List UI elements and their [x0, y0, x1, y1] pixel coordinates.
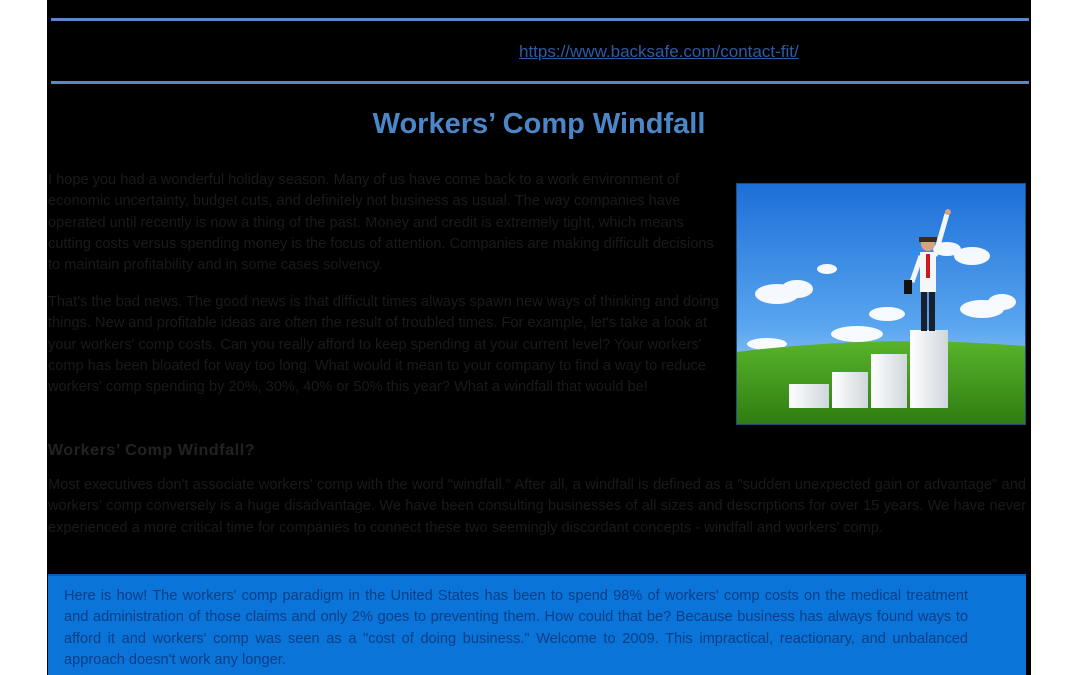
document-page	[47, 0, 1031, 675]
paragraph-intro: I hope you had a wonderful holiday season. Many of us have come back to a work environment of economic uncertainty, budget cuts, and definitely not business as usual. The way companies have operated until recently is now a thing of the past. Money and credit is extremely tight, which means cutting costs versus spending money is the focus of attention. Companies are making difficult decisions to maintain profitability and in some cases solvency.	[48, 172, 714, 274]
callout-box	[48, 574, 1026, 675]
paragraph-good-news: That's the bad news. The good news is that difficult times always spawn new ways of thinking and doing things. New and profitable ideas are often the result of troubled times. For example, let's take a look at your workers' comp costs. Can you really afford to keep spending at your current level? Your workers' comp has been bloated for way too long. What would it mean to your company to find a way to reduce workers' comp spending by 20%, 30%, 40% or 50% this year? What a windfall that would be!	[48, 294, 719, 396]
header-rule-bottom	[51, 81, 1029, 84]
section-heading: Workers’ Comp Windfall?	[48, 442, 256, 459]
callout-text: Here is how! The workers' comp paradigm in the United States has been to spend 98% of workers' comp costs on the medical treatment and administration of those claims and only 2% goes to preventing them. How could that be? Because business has always found ways to afford it and workers' comp was seen as a "cost of doing business." Welcome to 2009. This impractical, reactionary, and unbalanced approach doesn't work any longer.	[64, 588, 968, 668]
contact-link[interactable]: https://www.backsafe.com/contact-fit/	[519, 42, 799, 61]
paragraph-windfall: Most executives don't associate workers' comp with the word "windfall." After all, a windfall is defined as a "sudden unexpected gain or advantage" and workers' comp conversely is a huge disadvantage. We have been consulting businesses of all sizes and descriptions for over 15 years. We have never experienced a more critical time for companies to connect these two seemingly discordant concepts - windfall and workers’ comp.	[48, 477, 1026, 536]
header-rule-top	[51, 18, 1029, 21]
article-title: Workers’ Comp Windfall	[372, 108, 706, 140]
businessman-on-growth-bars-image	[736, 183, 1026, 425]
